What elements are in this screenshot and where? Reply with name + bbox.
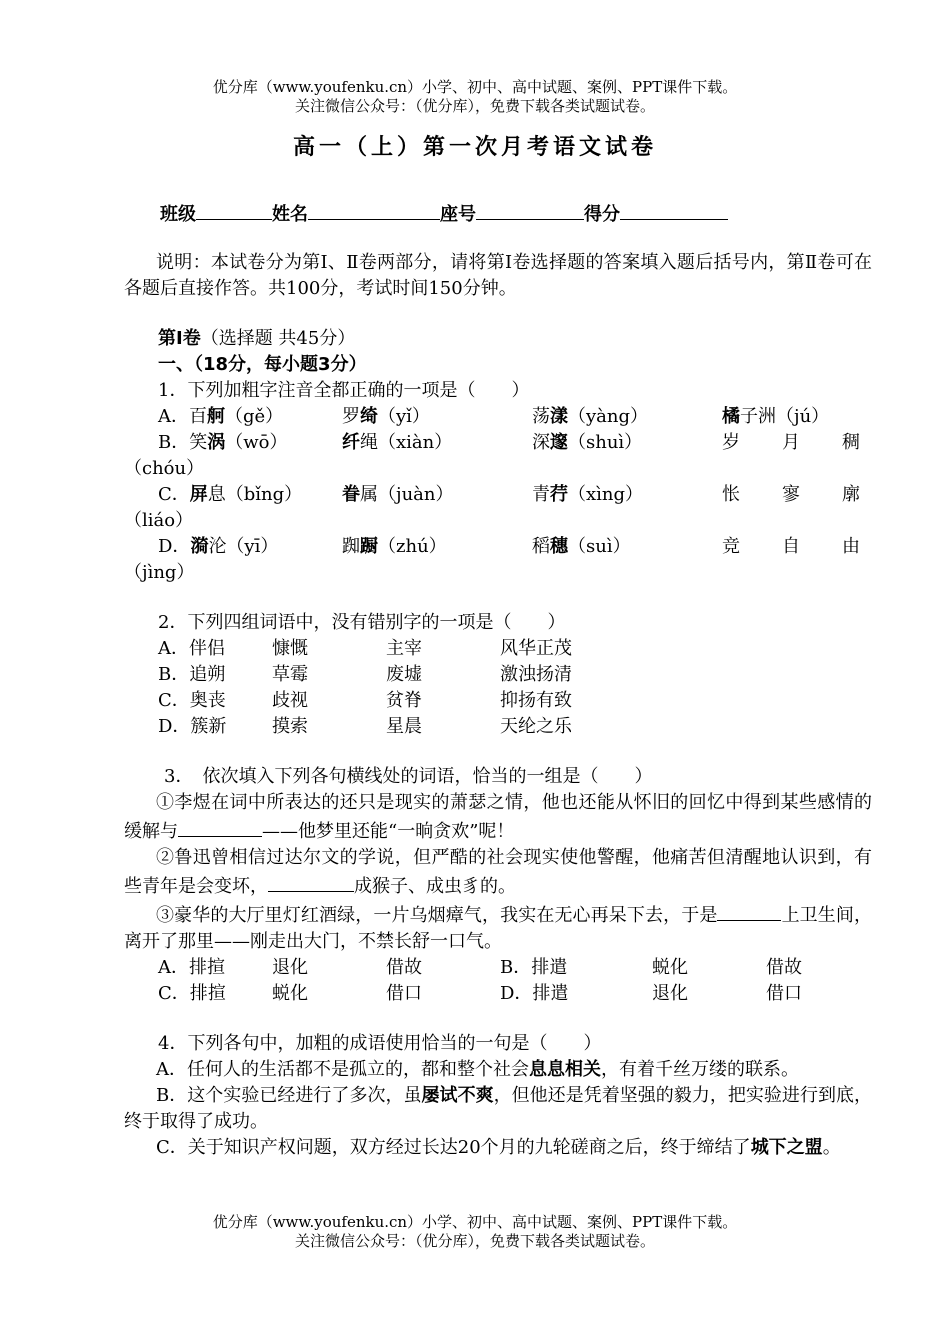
page-footer <box>0 1213 950 1251</box>
header-line-1: 优分库（www.youfenku.cn）小学、初中、高中试题、案例、PPT课件下载。 <box>212 78 738 96</box>
q1-option-c-cont: （liáo） <box>124 510 194 531</box>
q2-option-a: A．伴侣 慷慨 主宰 风华正茂 <box>158 638 572 659</box>
student-info-fields <box>160 200 728 226</box>
q1-option-b: B．笑涡（wō） 纤绳（xiàn） 深邃（shuì） 岁月稠 <box>158 432 902 453</box>
name-blank[interactable] <box>308 201 440 220</box>
q4-option-a: A．任何人的生活都不是孤立的，都和整个社会息息相关，有着千丝万缕的联系。 <box>156 1059 799 1080</box>
footer-line-2: 关注微信公众号：（优分库），免费下载各类试题试卷。 <box>294 1232 655 1250</box>
q1-option-d-cont: （jìng） <box>124 562 195 583</box>
q3-sentence-1: ①李煜在词中所表达的还只是现实的萧瑟之情，他也还能从怀旧的回忆中得到某些感情的缓解与 ——他梦里还能“一晌贪欢”呢！ <box>124 792 872 842</box>
q2-option-b: B．追朔 草霉 废墟 激浊扬清 <box>158 664 572 685</box>
q4-a-idiom: 息息相关 <box>529 1059 601 1080</box>
name-label: 姓名 <box>272 204 308 225</box>
seat-label: 座号 <box>440 204 476 225</box>
q4-option-b: B．这个实验已经进行了多次，虽屡试不爽，但他还是凭着坚强的毅力，把实验进行到底，终于取得了成功。 <box>124 1085 872 1132</box>
q1-option-d: D．漪沦（yī） 踟蹰（zhú） 稻穗（suì） 竞自由 <box>158 536 902 557</box>
q1-option-a: A．百舸（gě） 罗绮（yǐ） 荡漾（yàng） 橘子洲（jú） <box>158 406 830 427</box>
q3-sentence-2: ②鲁迅曾相信过达尔文的学说，但严酷的社会现实使他警醒，他痛苦但清醒地认识到，有些青年是会变坏， 成猴子、成虫豸的。 <box>124 847 872 897</box>
exam-content <box>124 250 902 1161</box>
q1-option-b-cont: （chóu） <box>124 458 205 479</box>
instructions: 说明：本试卷分为第Ⅰ、Ⅱ卷两部分，请将第Ⅰ卷选择题的答案填入题后括号内，第Ⅱ卷可在各题后直接作答。共100分，考试时间150分钟。 <box>124 252 872 299</box>
q3-blank-1[interactable] <box>178 816 262 837</box>
q3-stem: 3． 依次填入下列各句横线处的词语，恰当的一组是（ ） <box>164 766 653 787</box>
part1-heading <box>124 326 872 352</box>
q3-options-cd: C．排揎 蜕化 借口 D．排遣 退化 借口 <box>158 983 802 1004</box>
seat-blank[interactable] <box>476 201 584 220</box>
exam-title: 高一（上）第一次月考语文试卷 <box>292 135 657 160</box>
part1-heading-bold: 第Ⅰ卷 <box>158 328 201 349</box>
page-header <box>0 78 950 116</box>
q4-stem: 4．下列各句中，加粗的成语使用恰当的一句是（ ） <box>158 1033 602 1054</box>
part1-heading-rest: （选择题 共45分） <box>200 328 356 349</box>
q3-blank-3[interactable] <box>717 900 781 921</box>
q2-stem: 2．下列四组词语中，没有错别字的一项是（ ） <box>158 612 566 633</box>
section-one-heading: 一、（18分，每小题3分） <box>158 354 367 375</box>
q1-option-c: C．屏息（bǐng） 眷属（juàn） 青荇（xìng） 怅寥廓 <box>158 484 902 505</box>
class-label: 班级 <box>160 204 196 225</box>
q4-option-c: C．关于知识产权问题，双方经过长达20个月的九轮磋商之后，终于缔结了城下之盟。 <box>156 1137 841 1158</box>
q3-options-ab: A．排揎 退化 借故 B．排遣 蜕化 借故 <box>158 957 802 978</box>
q2-option-c: C．奥丧 歧视 贫脊 抑扬有致 <box>158 690 572 711</box>
score-blank[interactable] <box>620 201 728 220</box>
q1-stem: 1．下列加粗字注音全都正确的一项是（ ） <box>158 380 530 401</box>
header-line-2: 关注微信公众号：（优分库），免费下载各类试题试卷。 <box>294 97 655 115</box>
q3-blank-2[interactable] <box>268 871 354 892</box>
q2-option-d: D．簇新 摸索 星晨 天纶之乐 <box>158 716 572 737</box>
class-blank[interactable] <box>196 201 272 220</box>
q3-sentence-3: ③豪华的大厅里灯红酒绿，一片乌烟瘴气，我实在无心再呆下去，于是 上卫生间，离开了那里——刚走出大门，不禁长舒一口气。 <box>124 900 872 955</box>
footer-line-1: 优分库（www.youfenku.cn）小学、初中、高中试题、案例、PPT课件下载。 <box>212 1213 738 1231</box>
q4-b-idiom: 屡试不爽 <box>421 1085 494 1106</box>
q4-c-idiom: 城下之盟 <box>750 1137 823 1158</box>
score-label: 得分 <box>584 204 620 225</box>
